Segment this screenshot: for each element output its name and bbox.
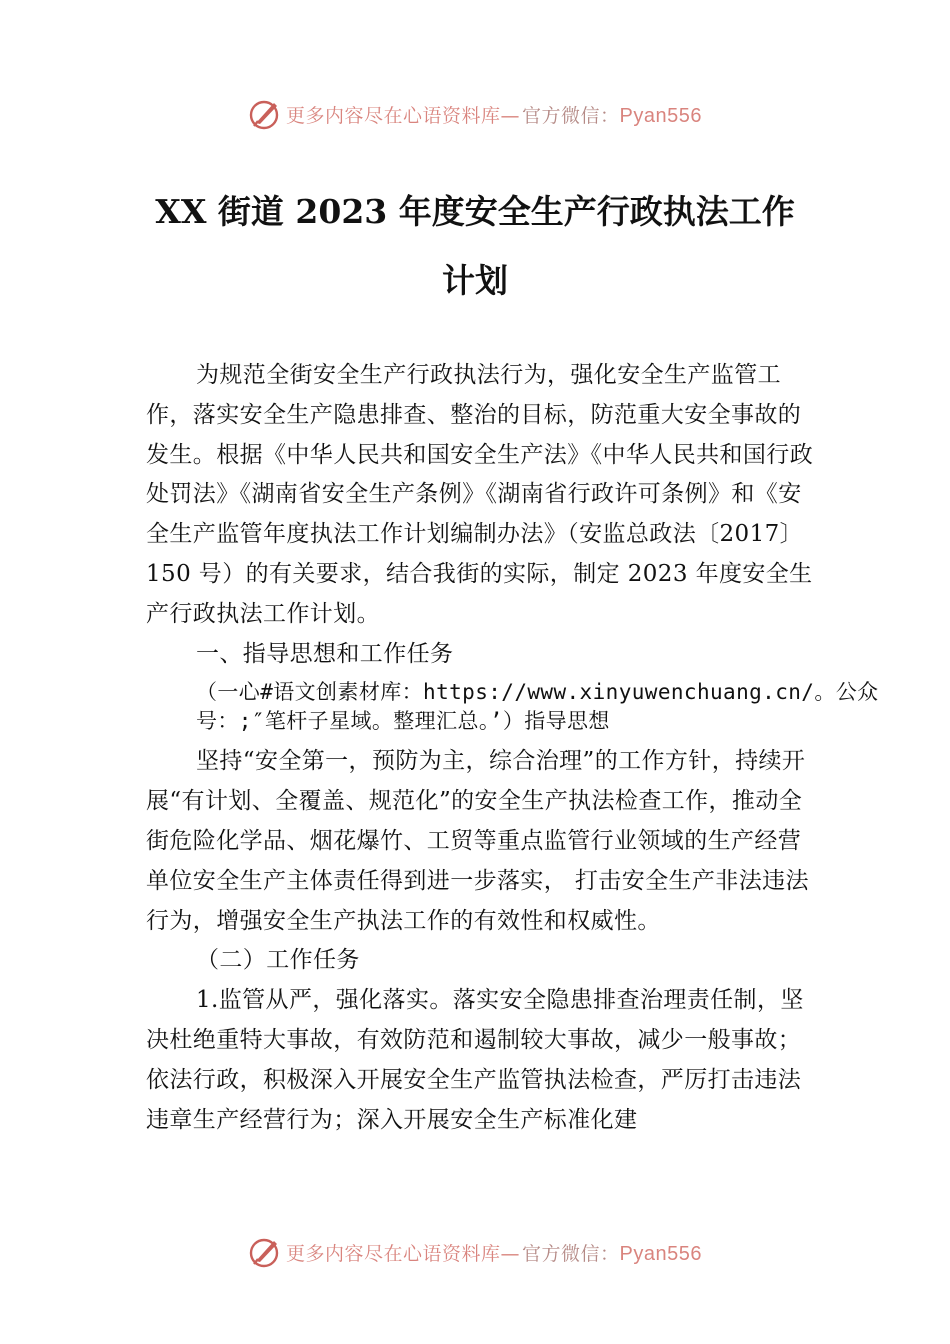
banner-dash: —: [500, 1242, 521, 1265]
quill-logo-icon: [248, 1235, 282, 1269]
header-watermark-banner: [0, 92, 950, 136]
section-heading-1: 一、指导思想和工作任务: [196, 640, 454, 667]
banner-wechat-id: Pyan556: [619, 104, 702, 127]
banner-wechat-label: 官方微信：: [522, 1242, 620, 1265]
document-title-line1: XX 街道 2023 年度安全生产行政执法工作: [155, 192, 795, 231]
subsection-heading-2: （二）工作任务: [196, 947, 360, 974]
banner-text: [286, 1239, 702, 1266]
quill-logo-icon: [248, 97, 282, 131]
source-note-heading: （一心#语文创素材库：https://www.xinyuwenchuang.cn/。公众号：;″笔杆子星域。整理汇总。’）指导思想: [196, 680, 879, 734]
banner-main-text: 更多内容尽在心语资料库: [286, 104, 501, 127]
banner-wechat-id: Pyan556: [619, 1242, 702, 1265]
banner-dash: —: [500, 104, 521, 127]
footer-watermark-banner: [0, 1230, 950, 1274]
task1-paragraph: 1.监管从严，强化落实。落实安全隐患排查治理责任制，坚决杜绝重特大事故，有效防范和遏制较大事故，减少一般事故；依法行政，积极深入开展安全生产监管执法检查，严厉打击违法违章生产经营行为；深入开展安全生产标准化建: [146, 987, 804, 1133]
banner-wechat-label: 官方微信：: [522, 104, 620, 127]
document-title-line2: 计划: [442, 261, 508, 300]
banner-main-text: 更多内容尽在心语资料库: [286, 1242, 501, 1265]
guiding-paragraph: 坚持“安全第一，预防为主，综合治理”的工作方针，持续开展“有计划、全覆盖、规范化”的安全生产执法检查工作，推动全街危险化学品、烟花爆竹、工贸等重点监管行业领域的生产经营单位安全生产主体责任得到进一步落实， 打击安全生产非法违法行为，增强安全生产执法工作的有效性和权威性。: [146, 748, 809, 934]
document-body: [146, 356, 879, 1140]
banner-text: [286, 101, 702, 128]
intro-paragraph: 为规范全街安全生产行政执法行为，强化安全生产监管工作，落实安全生产隐患排查、整治的目标，防范重大安全事故的发生。根据《中华人民共和国安全生产法》《中华人民共和国行政处罚法》《湖南省安全生产条例》《湖南省行政许可条例》和《安全生产监管年度执法工作计划编制办法》（安监总政法〔2017〕150 号）的有关要求，结合我街的实际，制定 2023 年度安全生产行政执法工作计划。: [146, 362, 814, 627]
